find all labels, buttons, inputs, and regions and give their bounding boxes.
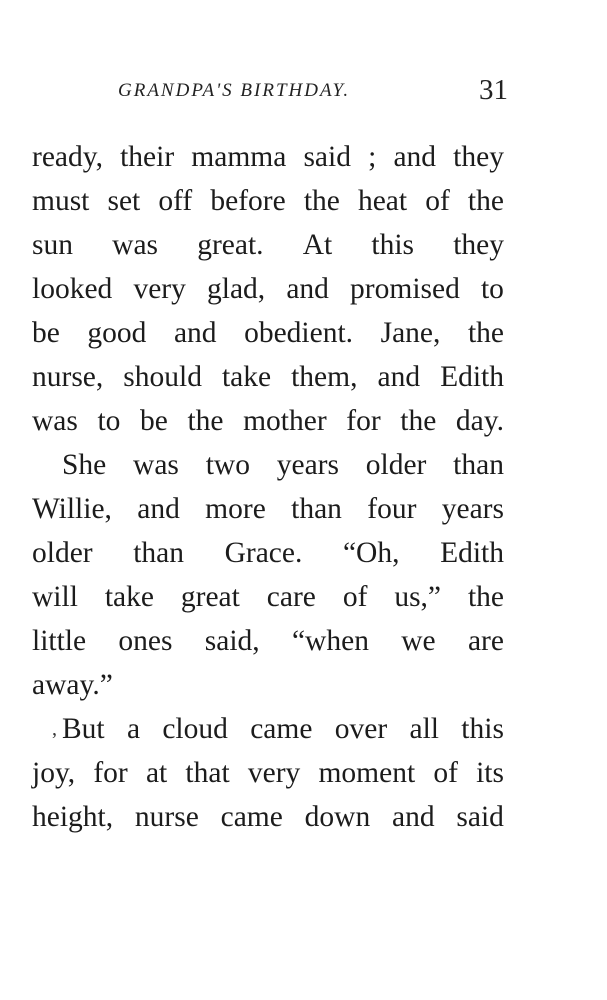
word: and	[392, 801, 435, 833]
word: away.”	[32, 669, 113, 701]
text-line	[32, 355, 504, 399]
text-line	[32, 267, 504, 311]
word: set	[107, 185, 141, 217]
text-line	[32, 223, 504, 267]
stray-mark: ,	[52, 718, 57, 740]
word: the	[187, 405, 224, 437]
word: us,”	[394, 581, 442, 613]
word: said	[456, 801, 504, 833]
word: of	[425, 185, 450, 217]
text-line	[32, 135, 504, 179]
word: are	[467, 625, 504, 657]
word: at	[145, 757, 168, 789]
word: great	[180, 581, 240, 613]
word: years	[441, 493, 504, 525]
word: joy,	[32, 757, 76, 789]
word: great.	[197, 229, 264, 261]
word: ready,	[32, 141, 103, 173]
word: “when	[291, 625, 369, 657]
word: the	[303, 185, 340, 217]
word: promised	[350, 273, 460, 305]
word: the	[400, 405, 437, 437]
word: must	[32, 185, 90, 217]
text-line	[32, 487, 504, 531]
word: be	[140, 405, 168, 437]
text-line	[32, 179, 504, 223]
word: She	[62, 449, 107, 481]
word: than	[291, 493, 342, 525]
word: than	[133, 537, 184, 569]
word: the	[467, 185, 504, 217]
word: off	[158, 185, 193, 217]
word: was	[112, 229, 159, 261]
word: Willie,	[32, 493, 112, 525]
word: for	[93, 757, 128, 789]
word: moment	[318, 757, 416, 789]
word: a	[126, 713, 141, 745]
body-text	[32, 135, 504, 839]
word: that	[185, 757, 230, 789]
word: nurse	[134, 801, 199, 833]
word: Grace.	[224, 537, 303, 569]
word: sun	[32, 229, 73, 261]
word: But	[62, 713, 105, 745]
word: older	[365, 449, 427, 481]
word: over	[334, 713, 388, 745]
word: Jane,	[380, 317, 441, 349]
word: of	[433, 757, 458, 789]
word: and	[173, 317, 217, 349]
word: was	[32, 405, 78, 437]
word: the	[467, 581, 504, 613]
word: older	[32, 537, 93, 569]
word: for	[346, 405, 381, 437]
word: Edith	[440, 361, 504, 393]
text-line	[32, 795, 504, 839]
word: than	[453, 449, 504, 481]
word: of	[342, 581, 368, 613]
word: they	[453, 141, 504, 173]
word: they	[453, 229, 504, 261]
text-line	[32, 531, 504, 575]
word: Edith	[440, 537, 504, 569]
text-line	[32, 443, 504, 487]
text-line	[32, 751, 504, 795]
word: little	[32, 625, 87, 657]
word: nurse,	[32, 361, 104, 393]
page-number: 31	[479, 74, 508, 106]
word: said,	[204, 625, 260, 657]
word: down	[304, 801, 371, 833]
word: two	[205, 449, 250, 481]
word: and	[137, 493, 180, 525]
text-line	[32, 311, 504, 355]
word: to	[97, 405, 121, 437]
word: all	[409, 713, 439, 745]
word: came	[250, 713, 313, 745]
word: care	[266, 581, 316, 613]
word: we	[401, 625, 436, 657]
word: ;	[368, 141, 377, 173]
word: looked	[32, 273, 113, 305]
word: “Oh,	[342, 537, 400, 569]
word: their	[120, 141, 175, 173]
word: them,	[291, 361, 358, 393]
text-line	[32, 663, 504, 707]
text-line	[32, 399, 504, 443]
word: mamma	[191, 141, 287, 173]
word: said	[303, 141, 351, 173]
word: the	[467, 317, 504, 349]
word: very	[133, 273, 186, 305]
word: was	[133, 449, 179, 481]
word: this	[461, 713, 504, 745]
word: glad,	[207, 273, 266, 305]
word: obedient.	[244, 317, 354, 349]
word: height,	[32, 801, 114, 833]
word: and	[393, 141, 437, 173]
text-line	[32, 575, 504, 619]
word: before	[210, 185, 286, 217]
word: day.	[455, 405, 504, 437]
word: cloud	[162, 713, 228, 745]
text-line	[32, 619, 504, 663]
word: heat	[357, 185, 408, 217]
word: good	[87, 317, 147, 349]
word: more	[205, 493, 266, 525]
word: will	[32, 581, 78, 613]
word: to	[480, 273, 504, 305]
word: and	[286, 273, 329, 305]
running-title: GRANDPA'S BIRTHDAY.	[118, 80, 351, 101]
word: should	[123, 361, 202, 393]
word: and	[377, 361, 421, 393]
text-line	[32, 707, 504, 751]
word: came	[220, 801, 283, 833]
word: its	[476, 757, 504, 789]
word: take	[104, 581, 154, 613]
word: mother	[243, 405, 327, 437]
word: At	[302, 229, 333, 261]
word: be	[32, 317, 60, 349]
word: ones	[118, 625, 173, 657]
word: take	[221, 361, 272, 393]
word: years	[276, 449, 339, 481]
word: this	[371, 229, 415, 261]
word: four	[367, 493, 417, 525]
running-head	[110, 74, 510, 108]
word: very	[247, 757, 301, 789]
